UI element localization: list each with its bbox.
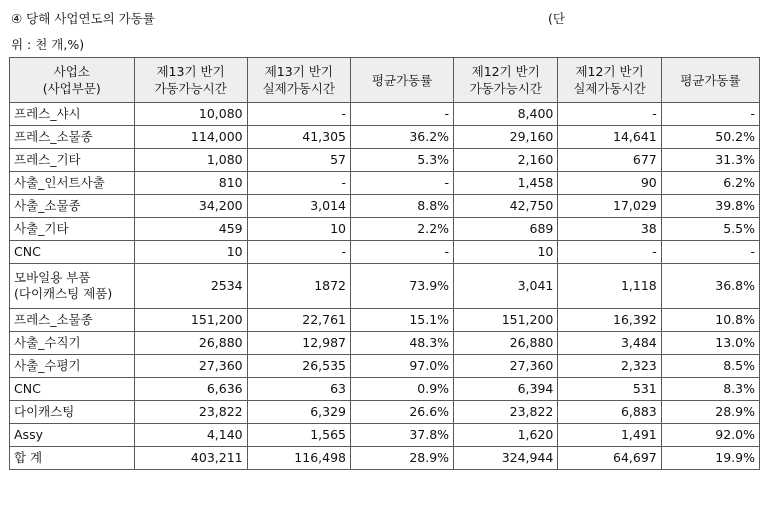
row-label: 사출_인서트사출 xyxy=(10,172,135,195)
table-cell: 1,118 xyxy=(558,264,661,309)
table-cell: 13.0% xyxy=(661,332,759,355)
row-label: CNC xyxy=(10,378,135,401)
table-row xyxy=(10,447,760,470)
table-cell: 28.9% xyxy=(351,447,454,470)
table-row xyxy=(10,332,760,355)
table-cell: - xyxy=(351,172,454,195)
row-label: 프레스_샤시 xyxy=(10,103,135,126)
table-row xyxy=(10,172,760,195)
row-label: 사출_소물종 xyxy=(10,195,135,218)
table-cell: 3,484 xyxy=(558,332,661,355)
table-row xyxy=(10,126,760,149)
table-row xyxy=(10,195,760,218)
table-cell: - xyxy=(661,241,759,264)
table-cell: 6,329 xyxy=(247,401,350,424)
column-header: 제12기 반기 가동가능시간 xyxy=(454,58,558,103)
column-header: 제13기 반기 실제가동시간 xyxy=(247,58,350,103)
table-cell: 677 xyxy=(558,149,661,172)
table-cell: 41,305 xyxy=(247,126,350,149)
table-cell: - xyxy=(247,241,350,264)
table-cell: 19.9% xyxy=(661,447,759,470)
table-cell: 27,360 xyxy=(134,355,247,378)
row-label: 프레스_기타 xyxy=(10,149,135,172)
table-cell: 1,491 xyxy=(558,424,661,447)
table-cell: 6.2% xyxy=(661,172,759,195)
table-cell: 27,360 xyxy=(454,355,558,378)
table-cell: 10 xyxy=(134,241,247,264)
table-row xyxy=(10,424,760,447)
table-header xyxy=(10,58,760,103)
column-header: 제13기 반기 가동가능시간 xyxy=(134,58,247,103)
table-cell: 23,822 xyxy=(454,401,558,424)
table-cell: 2.2% xyxy=(351,218,454,241)
table-row xyxy=(10,401,760,424)
table-cell: 403,211 xyxy=(134,447,247,470)
header-row xyxy=(10,58,760,103)
table-cell: 26.6% xyxy=(351,401,454,424)
table-cell: 0.9% xyxy=(351,378,454,401)
table-cell: 5.5% xyxy=(661,218,759,241)
table-cell: 6,883 xyxy=(558,401,661,424)
column-header: 평균가동률 xyxy=(661,58,759,103)
table-cell: 8,400 xyxy=(454,103,558,126)
unit-note-suffix: 위 : 천 개,%) xyxy=(11,37,85,52)
table-row xyxy=(10,103,760,126)
table-cell: - xyxy=(247,172,350,195)
table-cell: 6,394 xyxy=(454,378,558,401)
row-label: Assy xyxy=(10,424,135,447)
table-cell: 151,200 xyxy=(134,309,247,332)
table-row xyxy=(10,218,760,241)
table-cell: 151,200 xyxy=(454,309,558,332)
table-cell: 64,697 xyxy=(558,447,661,470)
table-cell: 37.8% xyxy=(351,424,454,447)
table-cell: 16,392 xyxy=(558,309,661,332)
table-cell: 34,200 xyxy=(134,195,247,218)
table-cell: 17,029 xyxy=(558,195,661,218)
section-title: ④ 당해 사업연도의 가동률 xyxy=(11,11,155,26)
table-cell: 324,944 xyxy=(454,447,558,470)
column-header: 제12기 반기 실제가동시간 xyxy=(558,58,661,103)
table-cell: 6,636 xyxy=(134,378,247,401)
row-label: CNC xyxy=(10,241,135,264)
table-cell: 63 xyxy=(247,378,350,401)
row-label: 프레스_소물종 xyxy=(10,126,135,149)
row-label: 모바일용 부품 (다이캐스팅 제품) xyxy=(10,264,135,309)
table-row xyxy=(10,149,760,172)
table-cell: 73.9% xyxy=(351,264,454,309)
table-cell: 1,080 xyxy=(134,149,247,172)
table-cell: 90 xyxy=(558,172,661,195)
table-cell: - xyxy=(351,241,454,264)
table-cell: 10,080 xyxy=(134,103,247,126)
table-cell: 1872 xyxy=(247,264,350,309)
unit-note-prefix: (단 xyxy=(548,11,565,26)
table-cell: 28.9% xyxy=(661,401,759,424)
utilization-table xyxy=(9,57,760,470)
table-cell: 531 xyxy=(558,378,661,401)
table-cell: 810 xyxy=(134,172,247,195)
table-cell: 10 xyxy=(247,218,350,241)
table-row xyxy=(10,264,760,309)
table-cell: 38 xyxy=(558,218,661,241)
table-cell: 39.8% xyxy=(661,195,759,218)
table-cell: 2,160 xyxy=(454,149,558,172)
table-cell: 1,620 xyxy=(454,424,558,447)
table-cell: 3,014 xyxy=(247,195,350,218)
row-label: 다이캐스팅 xyxy=(10,401,135,424)
table-cell: 57 xyxy=(247,149,350,172)
table-cell: 26,880 xyxy=(134,332,247,355)
table-cell: 459 xyxy=(134,218,247,241)
table-cell: 14,641 xyxy=(558,126,661,149)
table-cell: 36.8% xyxy=(661,264,759,309)
table-cell: 8.5% xyxy=(661,355,759,378)
table-cell: 114,000 xyxy=(134,126,247,149)
table-cell: - xyxy=(558,241,661,264)
table-cell: 97.0% xyxy=(351,355,454,378)
table-cell: 31.3% xyxy=(661,149,759,172)
table-cell: 12,987 xyxy=(247,332,350,355)
column-header: 사업소 (사업부문) xyxy=(10,58,135,103)
table-cell: 50.2% xyxy=(661,126,759,149)
table-row xyxy=(10,378,760,401)
table-cell: 2534 xyxy=(134,264,247,309)
table-row xyxy=(10,355,760,378)
table-cell: 22,761 xyxy=(247,309,350,332)
row-label: 사출_수직기 xyxy=(10,332,135,355)
row-label: 사출_기타 xyxy=(10,218,135,241)
row-label: 합 계 xyxy=(10,447,135,470)
table-cell: - xyxy=(558,103,661,126)
table-cell: 5.3% xyxy=(351,149,454,172)
table-cell: 29,160 xyxy=(454,126,558,149)
table-cell: 23,822 xyxy=(134,401,247,424)
table-cell: 2,323 xyxy=(558,355,661,378)
table-cell: 3,041 xyxy=(454,264,558,309)
table-cell: - xyxy=(247,103,350,126)
table-cell: 15.1% xyxy=(351,309,454,332)
table-cell: - xyxy=(351,103,454,126)
table-cell: 36.2% xyxy=(351,126,454,149)
table-cell: 10 xyxy=(454,241,558,264)
table-cell: 26,535 xyxy=(247,355,350,378)
table-body xyxy=(10,103,760,470)
table-cell: 92.0% xyxy=(661,424,759,447)
table-cell: 42,750 xyxy=(454,195,558,218)
table-cell: 116,498 xyxy=(247,447,350,470)
table-cell: - xyxy=(661,103,759,126)
table-cell: 689 xyxy=(454,218,558,241)
table-cell: 8.3% xyxy=(661,378,759,401)
table-cell: 10.8% xyxy=(661,309,759,332)
table-row xyxy=(10,241,760,264)
row-label: 사출_수평기 xyxy=(10,355,135,378)
table-cell: 48.3% xyxy=(351,332,454,355)
table-cell: 4,140 xyxy=(134,424,247,447)
table-cell: 26,880 xyxy=(454,332,558,355)
table-cell: 1,458 xyxy=(454,172,558,195)
column-header: 평균가동률 xyxy=(351,58,454,103)
table-cell: 1,565 xyxy=(247,424,350,447)
table-cell: 8.8% xyxy=(351,195,454,218)
row-label: 프레스_소물종 xyxy=(10,309,135,332)
table-row xyxy=(10,309,760,332)
